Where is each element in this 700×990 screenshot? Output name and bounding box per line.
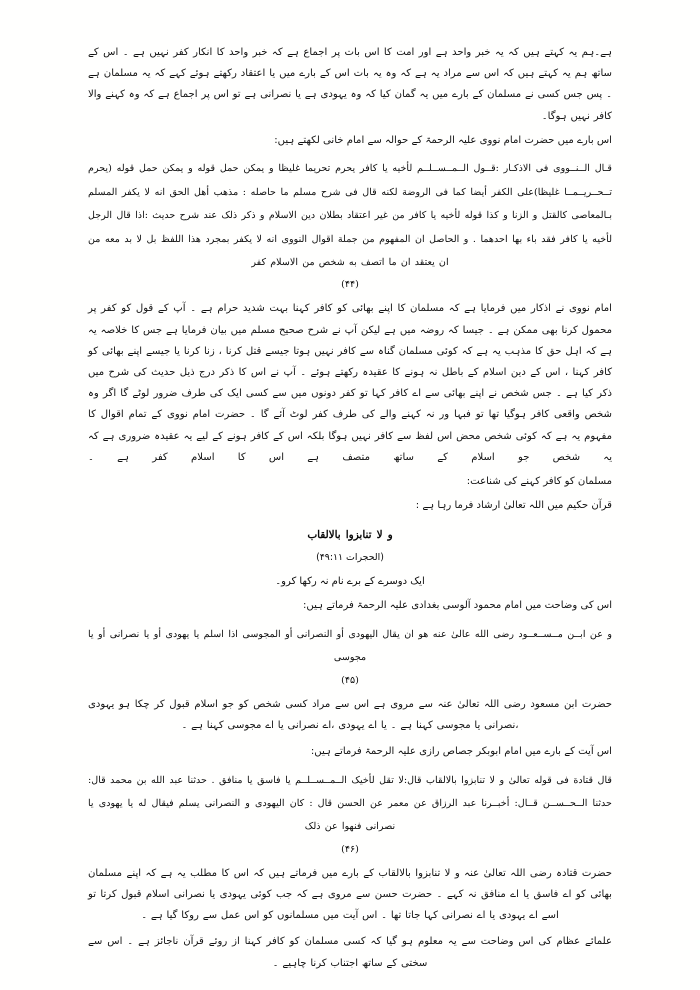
quran-ayah-text: و لا تنابزوا بالالقاب bbox=[307, 529, 393, 542]
paragraph-continuation: ہے۔ہم یہ کہتے ہیں کہ یہ خبر واحد ہے اور امت کا اس بات پر اجماع ہے کہ خبر واحد کا انکار کفر نہیں ہے ۔ اس کے ساتھ ہم یہ کہتے ہیں کہ اس سے مراد یہ ہے کہ وہ یہ بات اس کے بارے میں یا اعتقاد رکھتے ہوئے کہے کہ یہ مسلمان ہے ۔ پس جس کسی نے مسلمان کے بارے میں یہ گمان کیا کہ وہ یہودی ہے یا نصرانی ہے تو اس پر اجماع ہے کہ وہ کہنے والا کافر نہیں ہوگا۔ bbox=[88, 47, 612, 122]
quran-ayah-translation: ایک دوسرے کے برے نام نہ رکھا کرو۔ bbox=[275, 576, 425, 588]
quran-ayah-reference: (الحجرات ۴۹:۱۱) bbox=[316, 552, 384, 564]
section-heading-shanaat: مسلمان کو کافر کہنے کی شناعت: bbox=[466, 476, 612, 488]
paragraph-conclusion: علمائے عظام کی اس وضاحت سے یہ معلوم ہو گیا کہ کسی مسلمان کو کافر کہنا از روئے قرآن ناجائز ہے ۔ اس سے سختی کے ساتھ اجتناب کرنا چاہیے ۔ bbox=[88, 936, 612, 969]
quran-intro-line: قرآن حکیم میں اللہ تعالیٰ ارشاد فرما رہا ہے : bbox=[415, 499, 612, 511]
paragraph-ibn-masud-explanation: حضرت ابن مسعود رضی اللہ تعالیٰ عنہ سے مروی ہے اس سے مراد کسی شخص کو جو اسلام قبول کر چکا ہو یہودی ،نصرانی یا مجوسی کہنا ہے ۔ یا اے یہودی ،اے نصرانی یا اے مجوسی کہنا ہے ۔ bbox=[88, 698, 612, 731]
spacer bbox=[88, 516, 612, 524]
razi-citation-intro: اس آیت کے بارے میں امام ابوبکر جصاص رازی علیہ الرحمۃ فرماتے ہیں: bbox=[310, 746, 612, 758]
arabic-quotation-alusi-reference: (۴۵) bbox=[341, 674, 359, 686]
arabic-quotation-nawawi-reference: (۴۴) bbox=[341, 279, 359, 291]
paragraph-qatadah-explanation: حضرت قتادہ رضی اللہ تعالیٰ عنہ و لا تنابزوا بالالقاب کے بارے میں فرماتے ہیں کہ اس کا مطلب یہ ہے کہ اپنے مسلمان بھائی کو اے فاسق یا اے منافق نہ کہے ۔ حضرت حسن سے مروی ہے کہ جب کوئی یہودی یا نصرانی اسلام قبول کرتا تو اسے اے یہودی یا اے نصرانی کہا جاتا تھا ۔ اس آیت میں مسلمانوں کو اس عمل سے روکا گیا ہے ۔ bbox=[88, 867, 612, 922]
alusi-citation-intro: اس کی وضاحت میں امام محمود آلوسی بغدادی علیہ الرحمۃ فرماتے ہیں: bbox=[303, 600, 612, 612]
arabic-quotation-razi: قال قتادة فی قوله تعالیٰ و لا تنابزوا بالالقاب قال:لا تقل لأخيک الــمــســلــم يا فاسق يا منافق . حدثنا عبد الله بن محمد قال: حدثنا الــحــســن قــال: أخبــرنا عبد الرزاق عن معمر عن الحسن قال : كان اليهودی و النصرانی يسلم فيقال له يا يهودی يا نصرانی فنهوا عن ذلک bbox=[88, 774, 612, 833]
arabic-quotation-razi-reference: (۴۶) bbox=[341, 843, 359, 855]
arabic-quotation-alusi: و عن ابــن مــســعــود رضی الله عالیٰ عنه هو ان يقال اليهودی أو النصرانی أو المجوسی اذا اسلم يا يهودی أو يا نصرانی أو يا مجوسی bbox=[88, 628, 612, 664]
arabic-quotation-nawawi: قـال الــنــووی فی الاذکـار :قــول الــمــســلــم لأخيه يا كافر يحرم تحريما غليظا و يمكن حمل قوله و يمكن حمل قوله (يحرم تــحــريــمــا غليظا)على الكفر أيضا كما فی الروضة لكنه قال فی شرح مسلم ما حاصله : مذهب أهل الحق انه لا يكفر المسلم بـالمعاصی كالقتل و الزنا و كذا قوله لأخيه يا كافر من غير اعتقاد بطلان دين الاسلام و ذكر ذلک عند شرح حديث :اذا قال الرجل لأخيه يا كافر فقد باء بها احدهما . و الحاصل ان المفهوم من جملة اقوال النووی انه لا يكفر بمجرد هذا اللفظ بل لا بد معه من ان يعتقد ان ما اتصف به شخص من الاسلام كفر bbox=[88, 163, 612, 269]
paragraph-nawawi-explanation: امام نووی نے اذکار میں فرمایا ہے کہ مسلمان کا اپنے بھائی کو کافر کہنا بہت شدید حرام ہے ۔ آپ کے قول کو کفر پر محمول کرنا بھی ممکن ہے ۔ جیسا کہ روضہ میں ہے لیکن آپ نے شرح صحیح مسلم میں بیان فرمایا ہے جس کا خلاصہ یہ ہے کہ اہل حق کا مذہب یہ ہے کہ کوئی مسلمان گناہ سے کافر نہیں ہوتا جیسے قتل کرنا ، زنا کرنا یا جیسے اپنے بھائی کو کافر کہنا ، اس کے دین اسلام کے باطل نہ ہونے کا عقیدہ رکھتے ہوئے ۔ آپ نے اس کا ذکر درج ذیل حدیث کی شرح میں ذکر کیا ہے ۔ جس شخص نے اپنے بھائی سے اے کافر کہا تو کفر دونوں میں سے کسی ایک کی طرف ضرور لوٹے گا اگر وہ شخص واقعی کافر ہوگیا تھا تو فبہا ور نہ کہنے والے کی طرف کفر لوٹ آئے گا ۔ حضرت امام نووی کے تمام اقوال کا مفہوم یہ ہے کہ کوئی شخص محض اس لفظ سے کافر نہیں ہوگا بلکہ اس کے کافر ہونے کے لیے یہ عقیدہ ضروری ہے کہ یہ شخص جو اسلام کے ساتھ متصف ہے اس کا اسلام کفر ہے ۔ bbox=[88, 303, 612, 463]
nawawi-citation-intro: اس بارے میں حضرت امام نووی علیہ الرحمۃ کے حوالہ سے امام خانی لکھتے ہیں: bbox=[274, 134, 612, 146]
